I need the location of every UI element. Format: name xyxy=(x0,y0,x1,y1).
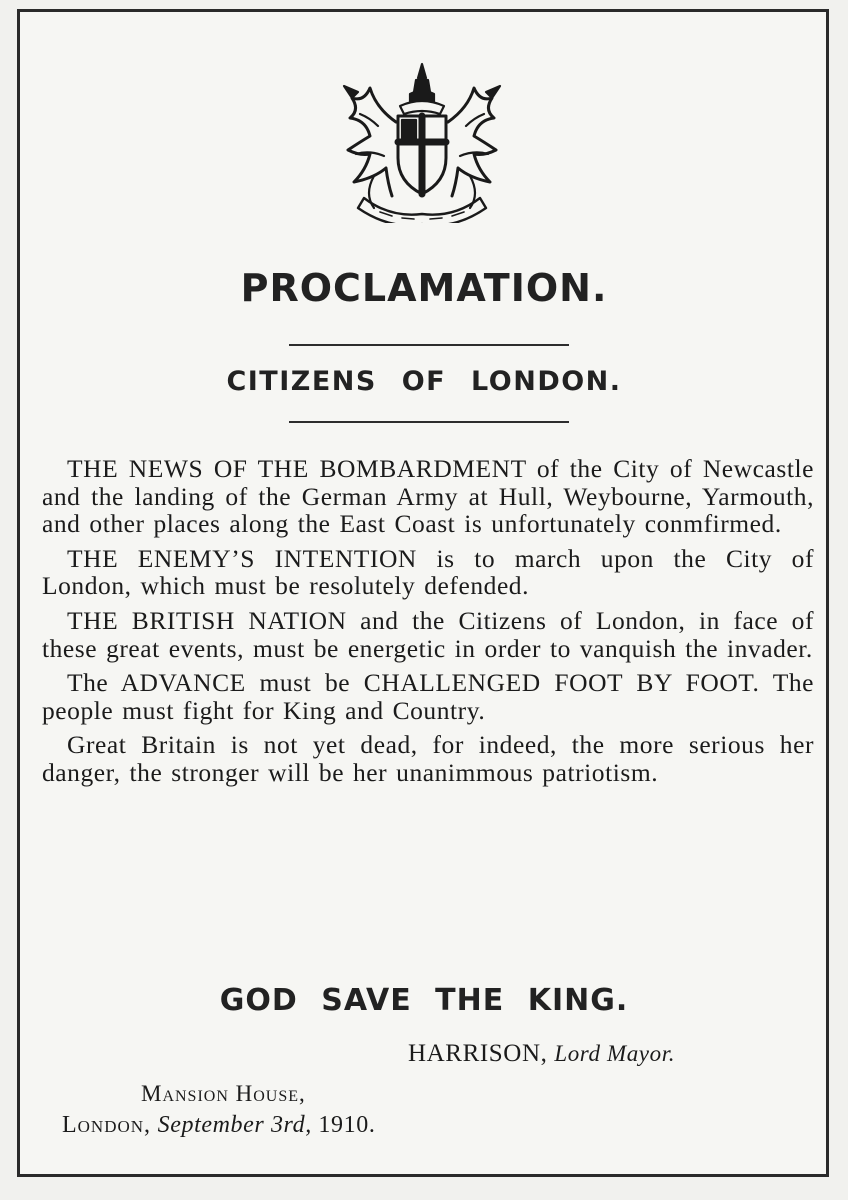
paragraph-british-nation xyxy=(42,607,814,662)
paragraph-lead: THE ENEMY’S INTENTION xyxy=(67,543,417,573)
paragraph-great-britain xyxy=(42,731,814,786)
paragraph-text: and the Citizens of London, in face of these great events, must be energetic in order to vanquish the invader. xyxy=(42,605,814,663)
closing-line: GOD SAVE THE KING. xyxy=(219,983,629,1018)
paragraph-text: Great Britain is not yet dead, for indeed, the more serious her danger, the stronger will be her unanimmous patriotism. xyxy=(42,730,814,787)
paragraph-text: of the City of Newcastle and the landing of the German Army at Hull, Weybourne, Yarmouth, and other places along the East Coast is unfortunately conmfirmed. xyxy=(42,454,814,539)
page-title: PROCLAMATION. xyxy=(240,266,608,310)
title-divider-top xyxy=(289,344,569,346)
title-divider-bottom xyxy=(289,421,569,423)
address-year: 1910. xyxy=(318,1112,376,1138)
city-of-london-coat-of-arms-icon xyxy=(330,58,515,223)
paragraph-enemy-intention xyxy=(42,545,814,600)
paragraph-text: The ADVANCE must be CHALLENGED FOOT BY FOOT. The people must fight for King and Country. xyxy=(42,668,814,725)
proclamation-body xyxy=(42,455,814,787)
paragraph-lead: THE NEWS OF THE BOMBARDMENT xyxy=(67,454,527,483)
signature-name: HARRISON, xyxy=(408,1040,548,1067)
address-line: Mansion House, xyxy=(141,1081,306,1106)
paragraph-lead: THE BRITISH NATION xyxy=(67,605,347,635)
paragraph-text: is to march upon the City of London, which must be resolutely defended. xyxy=(42,543,815,601)
signature xyxy=(408,1040,675,1068)
paragraph-bombardment xyxy=(42,455,814,538)
address-date: September 3rd, xyxy=(157,1112,312,1138)
place-and-date xyxy=(62,1112,375,1139)
page-subtitle: CITIZENS OF LONDON. xyxy=(226,366,622,397)
address-city: London, xyxy=(62,1112,152,1138)
paragraph-advance xyxy=(42,669,814,724)
signature-title: Lord Mayor. xyxy=(554,1041,676,1066)
